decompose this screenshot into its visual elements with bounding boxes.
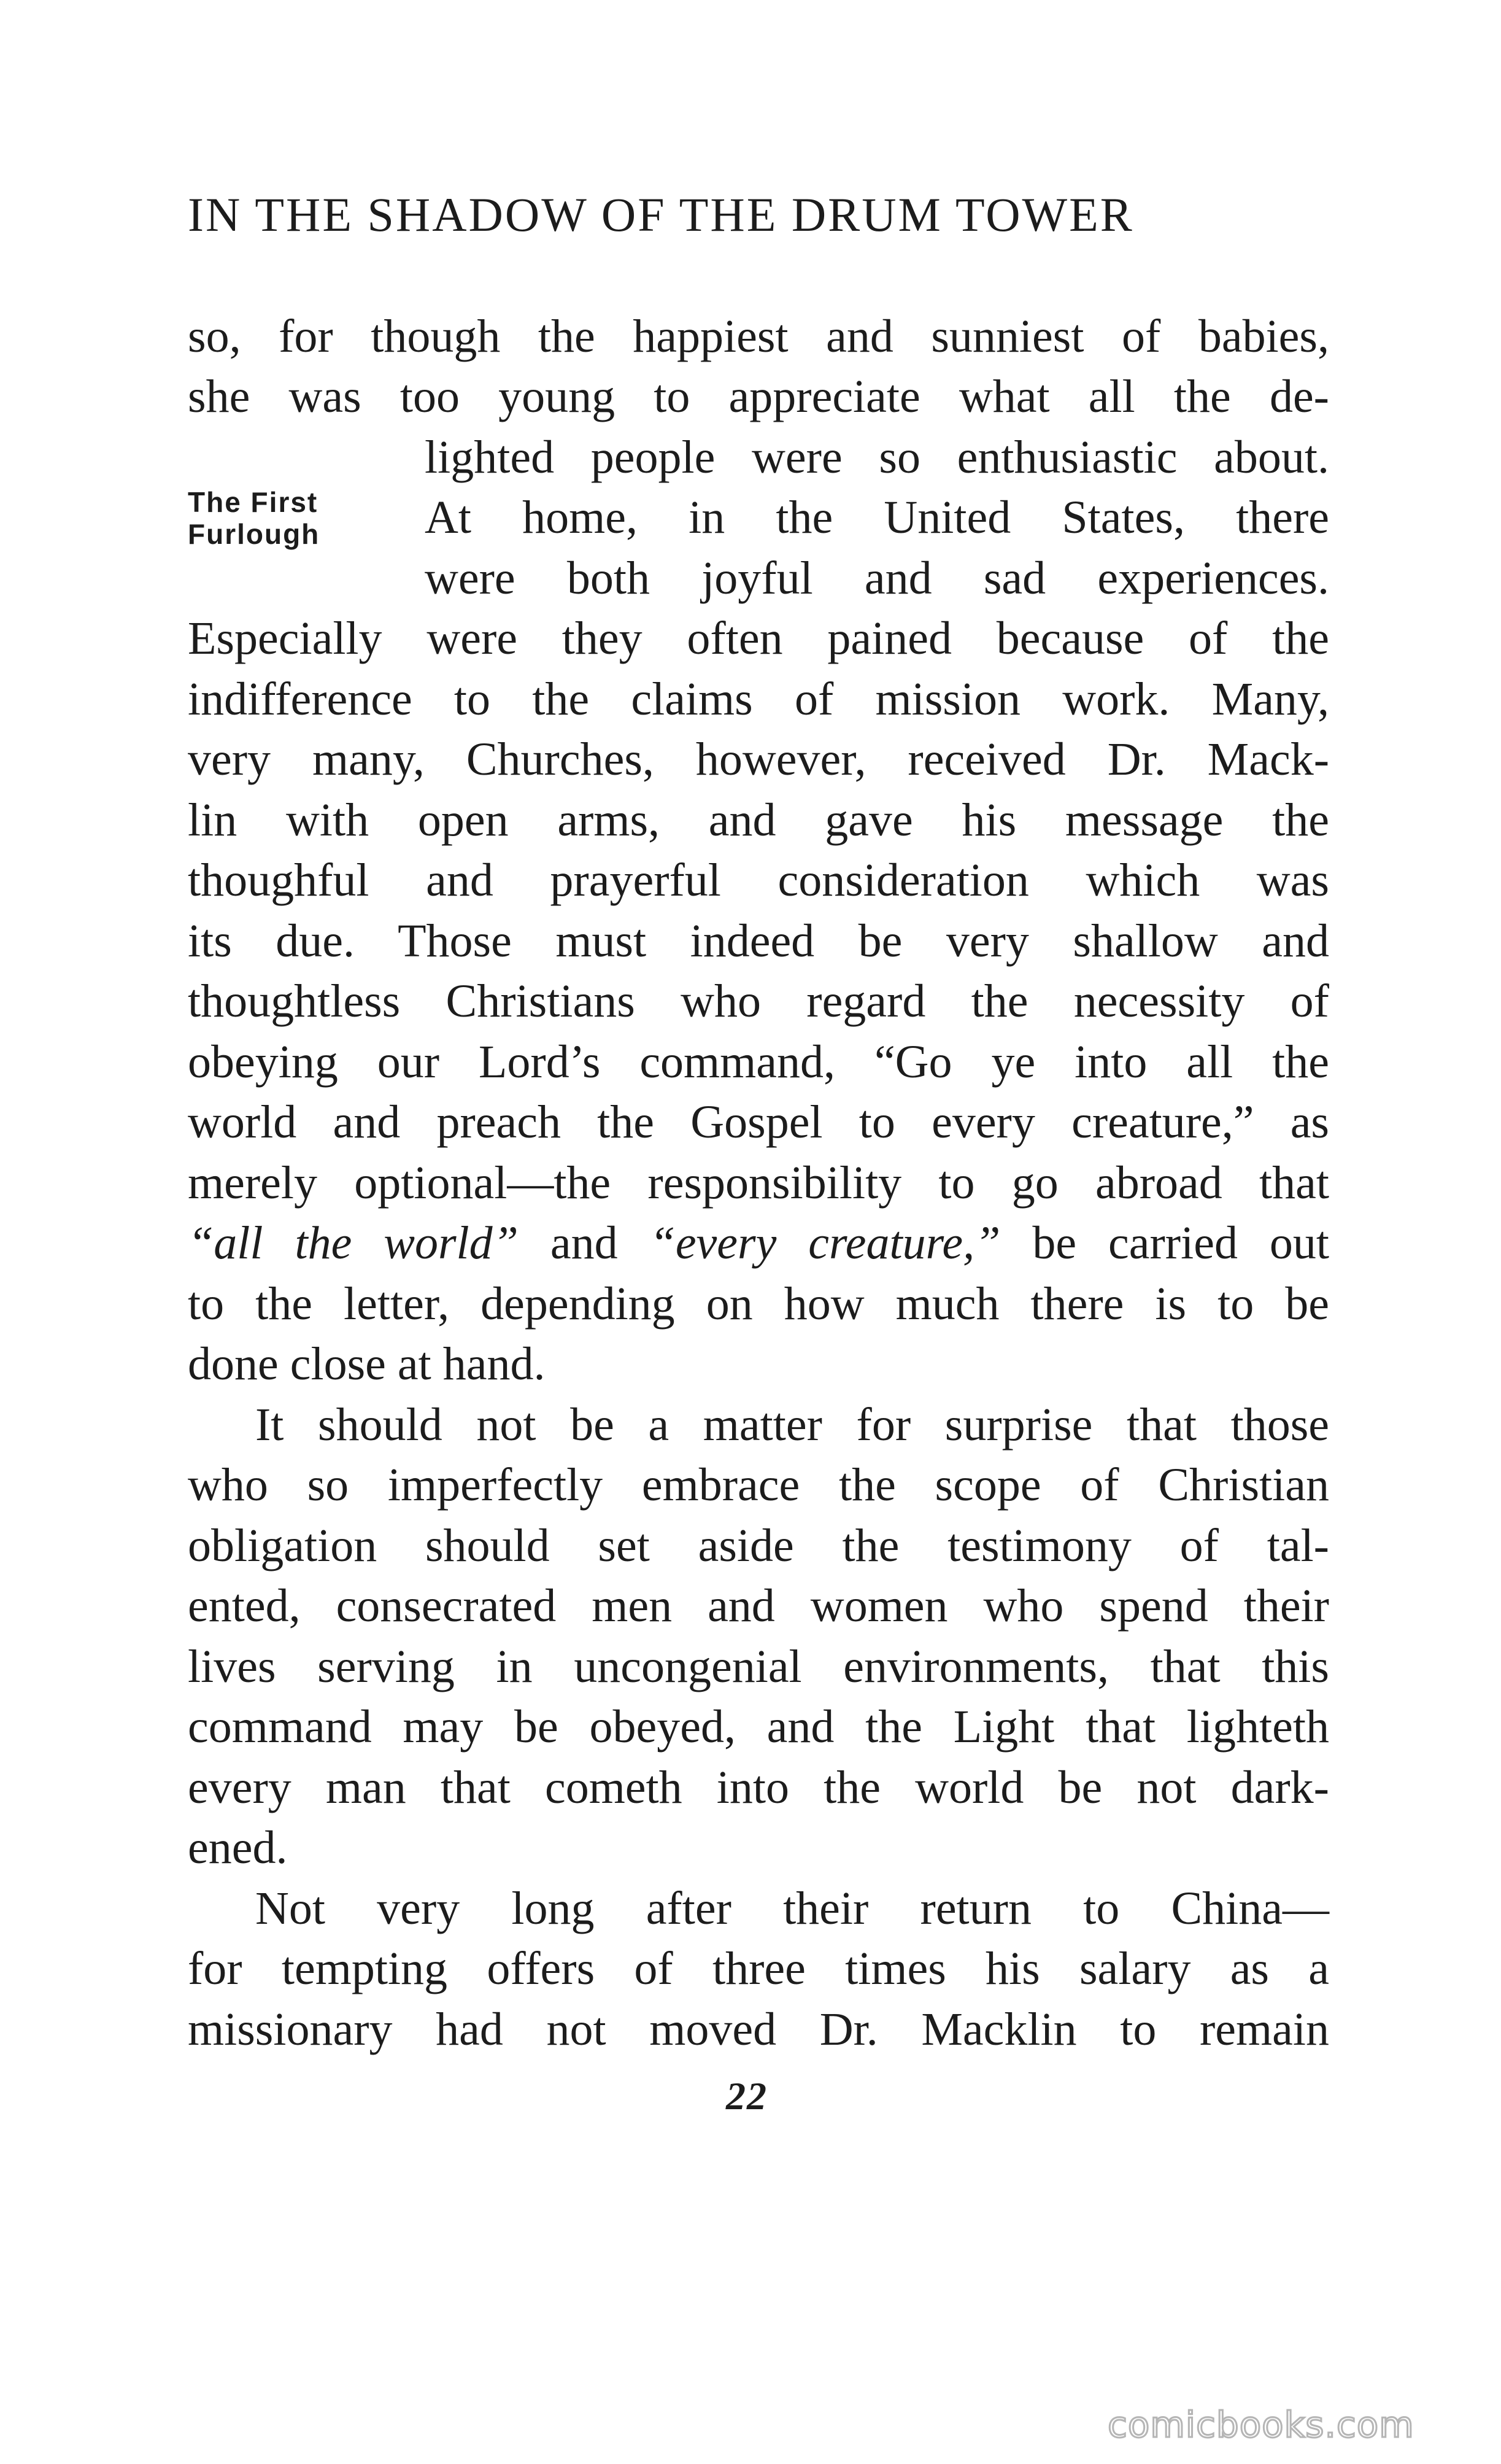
text-line: command may be obeyed, and the Light that lighteth: [188, 1701, 1329, 1753]
text-line: lighted people were so enthusiastic about.: [425, 432, 1329, 483]
text-line: missionary had not moved Dr. Macklin to remain: [188, 2004, 1329, 2055]
text-line: merely optional—the responsibility to go abroad that: [188, 1157, 1329, 1209]
text-line-mixed: [188, 1217, 1329, 1270]
watermark: comicbooks.com: [1108, 2404, 1414, 2446]
text-line: so, for though the happiest and sunniest of babies,: [188, 311, 1329, 362]
text-line: Especially were they often pained because of the: [188, 613, 1329, 664]
italic-phrase: “all the world”: [188, 1217, 519, 1269]
paragraph-first-line: Not very long after their return to China—: [255, 1883, 1329, 1934]
italic-phrase: “every creature,”: [649, 1217, 1001, 1269]
running-header: IN THE SHADOW OF THE DRUM TOWER: [188, 188, 1134, 241]
sidenote-line-2: Furlough: [188, 518, 320, 550]
text-line: thoughtless Christians who regard the necessity of: [188, 975, 1329, 1027]
text-line: ented, consecrated men and women who spend their: [188, 1580, 1329, 1632]
text-line: who so imperfectly embrace the scope of Christian: [188, 1459, 1329, 1511]
paragraph-first-line: It should not be a matter for surprise that those: [255, 1399, 1329, 1451]
text-line: lives serving in uncongenial environments, that this: [188, 1641, 1329, 1692]
text-line: very many, Churches, however, received Dr. Mack-: [188, 734, 1329, 785]
text-line: obligation should set aside the testimony of tal-: [188, 1520, 1329, 1571]
text-line: for tempting offers of three times his salary as a: [188, 1943, 1329, 1994]
text-line: At home, in the United States, there: [425, 492, 1329, 543]
sidenote-line-1: The First: [188, 486, 318, 518]
text-line: were both joyful and sad experiences.: [425, 552, 1329, 604]
text-line: lin with open arms, and gave his message the: [188, 794, 1329, 846]
text-line: ened.: [188, 1822, 288, 1873]
text-line: every man that cometh into the world be not dark-: [188, 1762, 1329, 1813]
text-line: to the letter, depending on how much there is to be: [188, 1278, 1329, 1330]
text-span: be carried out: [1000, 1217, 1330, 1269]
text-line: thoughful and prayerful consideration which was: [188, 854, 1329, 906]
text-line: done close at hand.: [188, 1338, 546, 1390]
text-line: indifference to the claims of mission work. Many,: [188, 673, 1329, 725]
margin-sidenote: [188, 486, 320, 550]
text-line: world and preach the Gospel to every creature,” as: [188, 1096, 1329, 1148]
text-line: obeying our Lord’s command, “Go ye into all the: [188, 1036, 1329, 1088]
text-line: she was too young to appreciate what all the de-: [188, 371, 1329, 422]
page-number: 22: [726, 2074, 768, 2118]
text-line: its due. Those must indeed be very shallow and: [188, 915, 1329, 967]
text-span: and: [518, 1217, 650, 1269]
